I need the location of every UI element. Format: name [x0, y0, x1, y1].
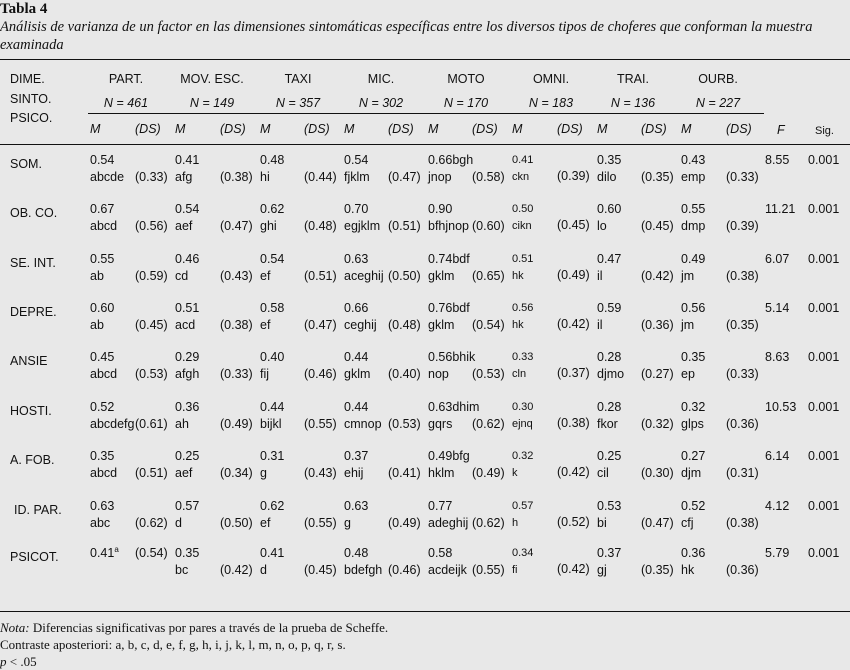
- contrast-letters: jnop: [428, 170, 452, 184]
- sd-value: (0.36): [726, 563, 759, 577]
- sd-value: (0.48): [304, 219, 337, 233]
- group-n: N = 136: [610, 96, 656, 110]
- sig-label: Sig.: [815, 125, 834, 137]
- group-name: TAXI: [284, 72, 312, 86]
- mean-value: 0.56: [681, 301, 706, 315]
- contrast-letters: abcdefg: [90, 417, 135, 431]
- significance-note: [0, 654, 37, 670]
- mean-value: 0.44: [344, 350, 369, 364]
- sd-value: (0.42): [557, 465, 590, 479]
- mean-value: 0.90: [428, 202, 453, 216]
- sd-label: (DS): [135, 122, 161, 136]
- mean-value: 0.52: [681, 499, 706, 513]
- contrast-letters: hk: [681, 563, 695, 577]
- mean-value: 0.56: [512, 302, 534, 314]
- contrast-letters: gklm: [428, 269, 455, 283]
- mean-value: 0.63: [344, 499, 369, 513]
- table-caption: Análisis de varianza de un factor en las dimensiones sintomáticas específicas entre los diversos tipos de choferes que conforman la muestra examinada: [0, 19, 813, 53]
- f-value: 11.21: [765, 202, 796, 216]
- mean-value: 0.28: [597, 400, 622, 414]
- row-header-label: SINTO.: [10, 92, 52, 106]
- contrast-letters: acdeijk: [428, 563, 467, 577]
- mean-value: 0.29: [175, 350, 200, 364]
- sd-value: (0.45): [304, 563, 337, 577]
- mean-label: M: [90, 122, 101, 136]
- mean-value: 0.67: [90, 202, 115, 216]
- contrast-letters: egjklm: [344, 219, 381, 233]
- header-rule: [0, 144, 850, 145]
- contrast-letters: il: [597, 318, 603, 332]
- mean-value: 0.54: [344, 153, 369, 167]
- sd-value: (0.35): [641, 563, 674, 577]
- contrast-letters: g: [344, 516, 351, 530]
- mean-label: M: [344, 122, 355, 136]
- sd-value: (0.60): [472, 219, 505, 233]
- contrast-letters: aef: [175, 219, 193, 233]
- mean-value: 0.76bdf: [428, 301, 470, 315]
- mean-value: 0.43: [681, 153, 706, 167]
- contrast-letters: nop: [428, 367, 449, 381]
- contrast-letters: dmp: [681, 219, 706, 233]
- mean-value: 0.41: [175, 153, 200, 167]
- sd-value: (0.50): [388, 269, 421, 283]
- contrast-letters: ef: [260, 269, 271, 283]
- group-name: PART.: [108, 72, 144, 86]
- mean-value: 0.35: [90, 449, 115, 463]
- mean-value: 0.47: [597, 252, 622, 266]
- sig-value: 0.001: [808, 499, 840, 513]
- row-label: PSICOT.: [10, 550, 59, 564]
- mean-label: M: [512, 122, 523, 136]
- mean-value: 0.74bdf: [428, 252, 470, 266]
- sd-value: (0.56): [135, 219, 168, 233]
- mean-value: 0.30: [512, 401, 534, 413]
- group-name: MOTO: [447, 72, 485, 86]
- mean-value: 0.25: [597, 449, 622, 463]
- mean-value: 0.77: [428, 499, 453, 513]
- contrast-letters: gklm: [428, 318, 455, 332]
- sd-value: (0.38): [726, 269, 759, 283]
- contrast-letters: djm: [681, 466, 702, 480]
- row-label: OB. CO.: [10, 206, 58, 220]
- mean-value: 0.31: [260, 449, 285, 463]
- sd-value: (0.34): [220, 466, 253, 480]
- sd-value: (0.49): [472, 466, 505, 480]
- sd-label: (DS): [557, 122, 583, 136]
- sd-value: (0.47): [388, 170, 421, 184]
- sd-value: (0.33): [726, 170, 759, 184]
- sd-value: (0.42): [557, 317, 590, 331]
- mean-label: M: [597, 122, 608, 136]
- sd-value: (0.36): [641, 318, 674, 332]
- contrast-letters: bijkl: [260, 417, 282, 431]
- contrast-letters: hklm: [428, 466, 455, 480]
- sig-value: 0.001: [808, 202, 840, 216]
- f-value: 4.12: [765, 499, 790, 513]
- mean-value: 0.51: [512, 253, 534, 265]
- mean-value: 0.59: [597, 301, 622, 315]
- mean-value: 0.66bgh: [428, 153, 474, 167]
- sd-value: (0.47): [304, 318, 337, 332]
- mean-value: 0.54: [90, 153, 115, 167]
- group-n: N = 302: [358, 96, 404, 110]
- contrast-letters: ejnq: [512, 418, 533, 430]
- sig-value: 0.001: [808, 449, 840, 463]
- mean-value: 0.55: [90, 252, 115, 266]
- contrast-letters: jm: [681, 318, 695, 332]
- sd-value: (0.55): [304, 516, 337, 530]
- sd-label: (DS): [641, 122, 667, 136]
- sd-value: (0.31): [726, 466, 759, 480]
- sd-value: (0.32): [641, 417, 674, 431]
- group-n: N = 170: [443, 96, 489, 110]
- contrast-letters: bfhjnop: [428, 219, 470, 233]
- sd-value: (0.45): [135, 318, 168, 332]
- mean-value: 0.57: [512, 500, 534, 512]
- contrast-letters: fij: [260, 367, 270, 381]
- contrast-letters: cil: [597, 466, 609, 480]
- contrast-letters: emp: [681, 170, 706, 184]
- sd-value: (0.62): [472, 516, 505, 530]
- contrast-letters: g: [260, 466, 267, 480]
- contrast-letters: hk: [512, 319, 524, 331]
- mean-label: M: [681, 122, 692, 136]
- contrast-letters: acd: [175, 318, 196, 332]
- contrast-letters: d: [260, 563, 267, 577]
- group-name: OURB.: [698, 72, 738, 86]
- sd-value: (0.38): [557, 416, 590, 430]
- contrast-letters: hk: [512, 270, 524, 282]
- table-title: Tabla 4: [0, 1, 48, 17]
- mean-value: 0.52: [90, 400, 115, 414]
- mean-value: 0.51: [175, 301, 200, 315]
- mean-value: 0.37: [344, 449, 369, 463]
- row-label: DEPRE.: [10, 305, 57, 319]
- mean-value: 0.63: [344, 252, 369, 266]
- row-label: A. FOB.: [10, 453, 55, 467]
- contrast-letters: fi: [512, 564, 518, 576]
- contrast-letters: afg: [175, 170, 193, 184]
- sd-value: (0.43): [220, 269, 253, 283]
- note-text: Diferencias significativas por pares a través de la prueba de Scheffe.: [29, 620, 389, 635]
- sd-value: (0.41): [388, 466, 421, 480]
- contrast-letters: d: [175, 516, 182, 530]
- contrast-letters: lo: [597, 219, 607, 233]
- sd-value: (0.54): [472, 318, 505, 332]
- contrast-letters: abcde: [90, 170, 125, 184]
- contrast-note: Contraste aposteriori: a, b, c, d, e, f, g, h, i, j, k, l, m, n, o, p, q, r, s.: [0, 637, 346, 652]
- sd-value: (0.46): [388, 563, 421, 577]
- mean-value: 0.56bhik: [428, 350, 476, 364]
- sd-value: (0.62): [472, 417, 505, 431]
- mean-value: 0.60: [90, 301, 115, 315]
- sd-value: (0.55): [304, 417, 337, 431]
- contrast-letters: abc: [90, 516, 111, 530]
- row-header-label: DIME.: [10, 72, 45, 86]
- mean-value: 0.55: [681, 202, 706, 216]
- group-n: N = 183: [528, 96, 574, 110]
- contrast-letters: ceghij: [344, 318, 377, 332]
- mean-value: 0.58: [260, 301, 285, 315]
- sig-value: 0.001: [808, 546, 840, 560]
- mean-value: 0.37: [597, 546, 622, 560]
- group-name: OMNI.: [532, 72, 570, 86]
- sd-value: (0.47): [641, 516, 674, 530]
- mean-value: 0.35: [597, 153, 622, 167]
- sd-value: (0.59): [135, 269, 168, 283]
- contrast-letters: ehij: [344, 466, 364, 480]
- row-label: SE. INT.: [10, 256, 56, 270]
- mean-value: 0.34: [512, 547, 534, 559]
- contrast-letters: adeghij: [428, 516, 469, 530]
- sd-value: (0.36): [726, 417, 759, 431]
- row-header-label: PSICO.: [10, 111, 53, 125]
- sd-value: (0.53): [135, 367, 168, 381]
- table-note: [0, 620, 388, 636]
- f-value: 8.63: [765, 350, 790, 364]
- p-text: < .05: [6, 654, 37, 669]
- contrast-letters: gklm: [344, 367, 371, 381]
- mean-value: 0.40: [260, 350, 285, 364]
- f-value: 10.53: [765, 400, 797, 414]
- contrast-letters: bc: [175, 563, 189, 577]
- contrast-letters: gqrs: [428, 417, 453, 431]
- mean-value: 0.41$^a$: [90, 544, 119, 560]
- contrast-letters: ghi: [260, 219, 277, 233]
- contrast-letters: bi: [597, 516, 607, 530]
- row-label: ID. PAR.: [14, 503, 62, 517]
- row-label: ANSIE: [10, 354, 48, 368]
- sd-value: (0.62): [135, 516, 168, 530]
- sd-value: (0.61): [135, 417, 168, 431]
- f-label: F: [777, 123, 785, 137]
- sd-value: (0.27): [641, 367, 674, 381]
- sd-value: (0.49): [388, 516, 421, 530]
- group-name: MIC.: [367, 72, 395, 86]
- mean-value: 0.58: [428, 546, 453, 560]
- sd-value: (0.49): [220, 417, 253, 431]
- mean-value: 0.25: [175, 449, 200, 463]
- sd-label: (DS): [472, 122, 498, 136]
- mean-value: 0.60: [597, 202, 622, 216]
- contrast-letters: abcd: [90, 466, 118, 480]
- mean-value: 0.63dhim: [428, 400, 480, 414]
- mean-value: 0.54: [260, 252, 285, 266]
- contrast-letters: ef: [260, 516, 271, 530]
- sd-value: (0.58): [472, 170, 505, 184]
- mean-value: 0.48: [260, 153, 285, 167]
- sd-value: (0.50): [220, 516, 253, 530]
- row-label: HOSTI.: [10, 404, 52, 418]
- mean-value: 0.41: [512, 154, 534, 166]
- mean-label: M: [260, 122, 271, 136]
- group-name: MOV. ESC.: [180, 72, 244, 86]
- sd-value: (0.52): [557, 515, 590, 529]
- contrast-letters: cln: [512, 368, 527, 380]
- mean-value: 0.70: [344, 202, 369, 216]
- contrast-letters: cd: [175, 269, 189, 283]
- mean-label: M: [175, 122, 186, 136]
- contrast-letters: afgh: [175, 367, 200, 381]
- sd-value: (0.33): [135, 170, 168, 184]
- mean-value: 0.44: [344, 400, 369, 414]
- mean-value: 0.62: [260, 499, 285, 513]
- note-label: Nota:: [0, 620, 30, 635]
- mean-value: 0.66: [344, 301, 369, 315]
- sd-label: (DS): [726, 122, 752, 136]
- contrast-letters: k: [512, 467, 518, 479]
- mean-value: 0.57: [175, 499, 200, 513]
- contrast-letters: cmnop: [344, 417, 382, 431]
- f-value: 6.14: [765, 449, 790, 463]
- mean-value: 0.50: [512, 203, 534, 215]
- contrast-letters: fjklm: [344, 170, 370, 184]
- sd-value: (0.44): [304, 170, 337, 184]
- contrast-letters: aef: [175, 466, 193, 480]
- contrast-letters: cfj: [681, 516, 694, 530]
- contrast-letters: ep: [681, 367, 695, 381]
- group-n: N = 357: [275, 96, 321, 110]
- contrast-letters: aceghij: [344, 269, 384, 283]
- f-value: 6.07: [765, 252, 790, 266]
- contrast-letters: jm: [681, 269, 695, 283]
- mean-value: 0.35: [175, 546, 200, 560]
- contrast-letters: dilo: [597, 170, 617, 184]
- sd-value: (0.45): [641, 219, 674, 233]
- mean-value: 0.53: [597, 499, 622, 513]
- sd-value: (0.35): [641, 170, 674, 184]
- sd-value: (0.53): [388, 417, 421, 431]
- mean-value: 0.35: [681, 350, 706, 364]
- mean-label: M: [428, 122, 439, 136]
- sd-value: (0.51): [304, 269, 337, 283]
- sd-value: (0.42): [641, 269, 674, 283]
- mean-value: 0.63: [90, 499, 115, 513]
- mean-value: 0.44: [260, 400, 285, 414]
- sd-label: (DS): [388, 122, 414, 136]
- group-name: TRAI.: [617, 72, 649, 86]
- sd-value: (0.51): [388, 219, 421, 233]
- sd-value: (0.40): [388, 367, 421, 381]
- sig-value: 0.001: [808, 252, 840, 266]
- sd-value: (0.55): [472, 563, 505, 577]
- contrast-letters: il: [597, 269, 603, 283]
- sd-value: (0.39): [557, 169, 590, 183]
- sd-value: (0.54): [135, 546, 168, 560]
- contrast-letters: fkor: [597, 417, 618, 431]
- f-value: 8.55: [765, 153, 790, 167]
- f-value: 5.14: [765, 301, 790, 315]
- sd-value: (0.42): [557, 562, 590, 576]
- mean-value: 0.54: [175, 202, 200, 216]
- contrast-letters: glps: [681, 417, 704, 431]
- sd-value: (0.38): [726, 516, 759, 530]
- contrast-letters: h: [512, 517, 519, 529]
- contrast-letters: cikn: [512, 220, 532, 232]
- sd-value: (0.65): [472, 269, 505, 283]
- contrast-letters: ab: [90, 269, 104, 283]
- sd-value: (0.51): [135, 466, 168, 480]
- f-value: 5.79: [765, 546, 790, 560]
- contrast-letters: abcd: [90, 219, 118, 233]
- sd-label: (DS): [304, 122, 330, 136]
- mean-value: 0.32: [512, 450, 534, 462]
- mean-value: 0.45: [90, 350, 115, 364]
- mean-value: 0.62: [260, 202, 285, 216]
- sd-value: (0.37): [557, 366, 590, 380]
- mean-value: 0.36: [175, 400, 200, 414]
- contrast-letters: ckn: [512, 171, 530, 183]
- group-n: N = 149: [189, 96, 235, 110]
- sd-value: (0.30): [641, 466, 674, 480]
- mean-value: 0.49: [681, 252, 706, 266]
- contrast-letters: ah: [175, 417, 189, 431]
- group-n: N = 227: [695, 96, 741, 110]
- sd-value: (0.35): [726, 318, 759, 332]
- mean-value: 0.49bfg: [428, 449, 470, 463]
- sd-value: (0.49): [557, 268, 590, 282]
- sd-value: (0.33): [220, 367, 253, 381]
- group-underline: [88, 113, 764, 114]
- contrast-letters: ab: [90, 318, 104, 332]
- mean-value: 0.36: [681, 546, 706, 560]
- mean-value: 0.48: [344, 546, 369, 560]
- mean-value: 0.27: [681, 449, 706, 463]
- sd-value: (0.33): [726, 367, 759, 381]
- sd-value: (0.38): [220, 318, 253, 332]
- sd-value: (0.42): [220, 563, 253, 577]
- sd-value: (0.47): [220, 219, 253, 233]
- p-label: p: [0, 654, 7, 669]
- sd-value: (0.45): [557, 218, 590, 232]
- contrast-letters: djmo: [597, 367, 625, 381]
- group-n: N = 461: [103, 96, 149, 110]
- row-label: SOM.: [10, 157, 42, 171]
- bottom-rule: [0, 611, 850, 612]
- sd-value: (0.53): [472, 367, 505, 381]
- sd-value: (0.48): [388, 318, 421, 332]
- sig-value: 0.001: [808, 153, 840, 167]
- sd-value: (0.43): [304, 466, 337, 480]
- mean-superscript: a: [114, 544, 119, 554]
- sig-value: 0.001: [808, 400, 840, 414]
- contrast-letters: ef: [260, 318, 271, 332]
- sig-value: 0.001: [808, 301, 840, 315]
- mean-value: 0.32: [681, 400, 706, 414]
- mean-value: 0.33: [512, 351, 534, 363]
- sd-label: (DS): [220, 122, 246, 136]
- mean-value: 0.41: [260, 546, 285, 560]
- mean-value: 0.46: [175, 252, 200, 266]
- contrast-letters: bdefgh: [344, 563, 383, 577]
- mean-value: 0.28: [597, 350, 622, 364]
- sig-value: 0.001: [808, 350, 840, 364]
- contrast-letters: gj: [597, 563, 607, 577]
- top-rule: [0, 59, 850, 60]
- contrast-letters: hi: [260, 170, 270, 184]
- sd-value: (0.46): [304, 367, 337, 381]
- contrast-letters: abcd: [90, 367, 118, 381]
- sd-value: (0.38): [220, 170, 253, 184]
- sd-value: (0.39): [726, 219, 759, 233]
